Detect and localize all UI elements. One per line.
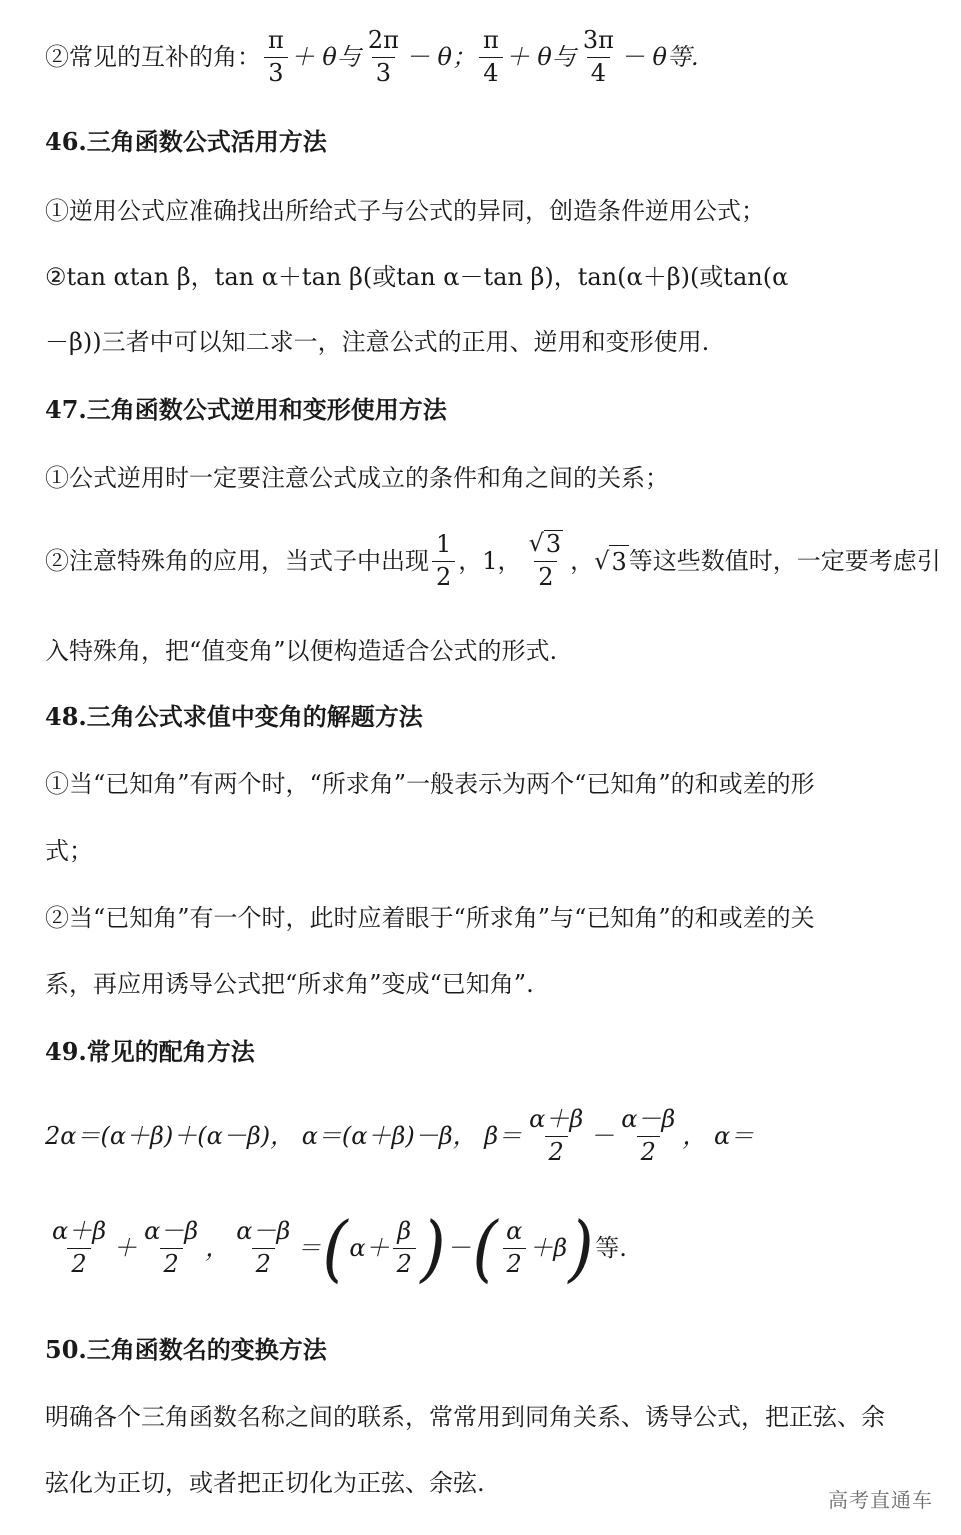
- paragraph-complementary-angles: [45, 25, 936, 89]
- text: － θ；: [405, 43, 476, 71]
- paragraph-46-1: ①逆用公式应准确找出所给式子与公式的异同，创造条件逆用公式；: [45, 197, 765, 225]
- section-heading-47: 47.三角函数公式逆用和变形使用方法: [45, 395, 447, 424]
- text: ＋: [113, 1234, 138, 1262]
- paragraph-47-3: 入特殊角，把“值变角”以便构造适合公式的形式.: [45, 637, 558, 665]
- text: ＋ θ与: [505, 43, 576, 71]
- fraction: $\frac{\alpha-\beta}{2}$: [236, 1216, 291, 1278]
- text: －: [590, 1122, 615, 1150]
- text: ＋ θ与: [290, 43, 361, 71]
- section-heading-50: 50.三角函数名的变换方法: [45, 1335, 327, 1364]
- text: － θ等.: [620, 43, 699, 71]
- section-heading-49: 49.常见的配角方法: [45, 1037, 255, 1066]
- fraction: $\frac{\alpha+\beta}{2}$: [52, 1216, 107, 1278]
- section-heading-48: 48.三角公式求值中变角的解题方法: [45, 702, 423, 731]
- text: ＝: [297, 1234, 322, 1262]
- paragraph-47-2: [45, 528, 941, 594]
- fraction: $\frac{3\pi}{4}$: [582, 25, 614, 87]
- fraction: $\frac{\alpha-\beta}{2}$: [621, 1104, 676, 1166]
- paragraph-48-3: ②当“已知角”有一个时，此时应着眼于“所求角”与“已知角”的和或差的关: [45, 904, 815, 932]
- fraction: $\frac{2\pi}{3}$: [367, 25, 399, 87]
- paragraph-47-1: ①公式逆用时一定要注意公式成立的条件和角之间的关系；: [45, 464, 669, 492]
- text: ，: [570, 547, 595, 575]
- paragraph-48-2: 式；: [45, 837, 93, 865]
- fraction-sqrt3-half: √ 3 2: [528, 529, 562, 591]
- formula-49-2: [45, 1200, 936, 1296]
- parenthesized-group: ( $\frac{\alpha}{2}$ ＋β ): [472, 1206, 594, 1290]
- text: 2α＝(α＋β)＋(α－β)， α＝(α＋β)－β， β＝: [45, 1122, 523, 1150]
- paragraph-50-2: 弦化为正切，或者把正切化为正弦、余弦.: [45, 1469, 485, 1497]
- parenthesized-group: ( α＋ $\frac{\beta}{2}$ ): [322, 1206, 446, 1290]
- fraction: $\frac{\pi}{4}$: [479, 27, 503, 87]
- text: ， α＝: [682, 1122, 755, 1150]
- fraction: $\frac{\alpha+\beta}{2}$: [529, 1104, 584, 1166]
- paragraph-46-2: ②tan αtan β，tan α＋tan β(或tan α－tan β)，tan(α＋β)(或tan(α: [45, 263, 789, 291]
- text: 等这些数值时，一定要考虑引: [628, 547, 941, 575]
- text: ，: [205, 1234, 230, 1262]
- text: －: [446, 1234, 471, 1262]
- text: ②注意特殊角的应用，当式子中出现: [45, 547, 429, 575]
- paragraph-50-1: 明确各个三角函数名称之间的联系，常常用到同角关系、诱导公式，把正弦、余: [45, 1403, 885, 1431]
- paragraph-46-3: －β))三者中可以知二求一，注意公式的正用、逆用和变形使用.: [45, 328, 710, 356]
- text: ，1，: [458, 547, 522, 575]
- paragraph-48-1: ①当“已知角”有两个时，“所求角”一般表示为两个“已知角”的和或差的形: [45, 770, 815, 798]
- formula-49-1: [45, 1104, 936, 1168]
- section-heading-46: 46.三角函数公式活用方法: [45, 127, 327, 156]
- fraction: $\frac{\pi}{3}$: [264, 27, 288, 87]
- fraction: $\frac{\alpha-\beta}{2}$: [144, 1216, 199, 1278]
- sqrt-three: √ 3: [594, 546, 627, 576]
- watermark: 高考直通车: [828, 1488, 933, 1512]
- paragraph-48-4: 系，再应用诱导公式把“所求角”变成“已知角”.: [45, 970, 534, 998]
- text: ②常见的互补的角：: [45, 43, 261, 71]
- fraction-one-half: $\frac{1}{2}$: [432, 531, 455, 591]
- text: 等.: [595, 1234, 627, 1262]
